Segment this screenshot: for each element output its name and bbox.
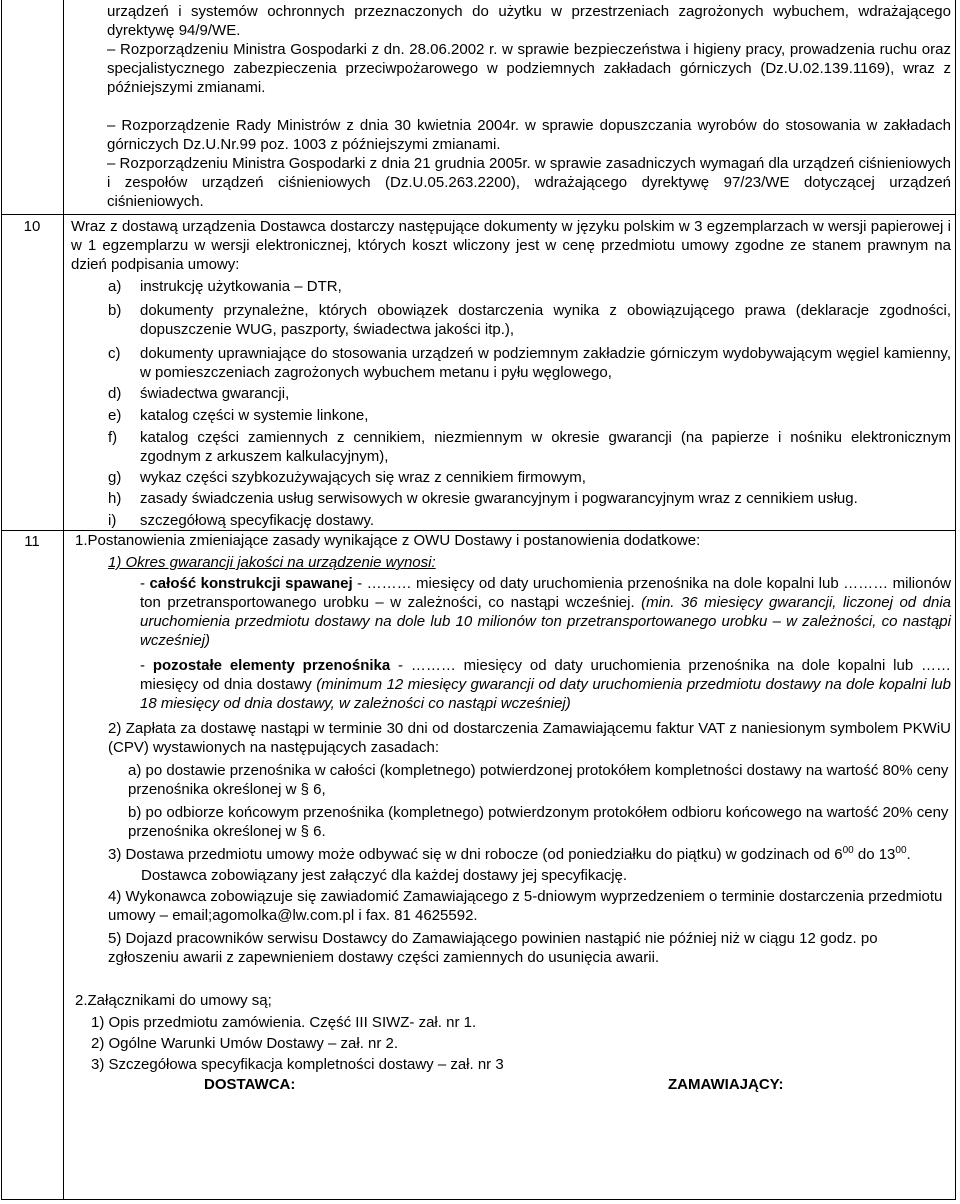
item-letter-h: h)	[108, 490, 122, 507]
item-text-d: świadectwa gwarancji,	[140, 385, 290, 402]
item-letter-b: b)	[108, 302, 122, 319]
item-letter-d: d)	[108, 385, 122, 402]
table-column-divider	[63, 0, 64, 1200]
item-letter-e: e)	[108, 407, 122, 424]
welded-structure-label: całość konstrukcji spawanej	[149, 575, 353, 592]
time-start-sup: 00	[842, 845, 854, 856]
item-letter-a: a)	[108, 278, 122, 295]
item-text-a: instrukcję użytkowania – DTR,	[140, 278, 342, 295]
row9-text-1: urządzeń i systemów ochronnych przeznaczonych do użytku w przestrzeniach zagrożonych wybuchem, wdrażającego dyrektywę 94/9/WE.	[107, 3, 951, 39]
item-text-e: katalog części w systemie linkone,	[140, 407, 369, 424]
row-number-11: 11	[24, 533, 40, 550]
time-end-sup: 00	[895, 845, 907, 856]
dash: -	[140, 657, 153, 674]
delivery-hours-text: 3) Dostawa przedmiotu umowy może odbywać się w dni robocze (od poniedziałku do piątku) w godzinach od 6	[108, 846, 843, 863]
row-number-10: 10	[23, 218, 41, 235]
item-text-i: szczegółową specyfikację dostawy.	[140, 512, 374, 529]
welded-structure-note: (min. 36 miesięcy gwarancji, liczonej od dnia uruchomienia przedmiotu dostawy na dole lub 10 milionów ton przetransportowanego urobku – w zależności, co nastąpi wcześniej)	[140, 594, 951, 649]
item-text-b: dokumenty przynależne, których obowiązek dostarczenia wynika z obowiązującego prawa (deklaracje zgodności, dopuszczenie WUG, paszporty, świadectwa jakości itp.),	[140, 302, 951, 338]
payment-term-a: a) po dostawie przenośnika w całości (kompletnego) potwierdzonej protokółem kompletności dostawy na wartość 80% ceny przenośnika określonej w § 6,	[128, 762, 949, 798]
item-text-f: katalog części zamiennych z cennikiem, niezmiennym w okresie gwarancji (na papierze i nośniku elektronicznym zgodnym z arkuszem kalkulacyjnym),	[140, 429, 951, 465]
warranty-welded-structure	[140, 574, 951, 650]
table-bottom-border	[1, 1199, 956, 1200]
item-text-c: dokumenty uprawniające do stosowania urządzeń w podziemnym zakładzie górniczym wydobywającym węgiel kamienny, w pomieszczeniach zagrożonych wybuchem metanu i pyłu węglowego,	[140, 345, 951, 381]
attachment-1: 1) Opis przedmiotu zamówienia. Część III SIWZ- zał. nr 1.	[91, 1014, 477, 1031]
delivery-notice: 4) Wykonawca zobowiązuje się zawiadomić Zamawiającego z 5-dniowym wyprzedzeniem o terminie dostarczenia przedmiotu umowy – email;agomolka@lw.com.pl i fax. 81 4625592.	[108, 888, 943, 924]
item-letter-i: i)	[108, 512, 117, 529]
service-arrival: 5) Dojazd pracowników serwisu Dostawcy do Zamawiającego powinien nastąpić nie później niż w ciągu 12 godz. po zgłoszeniu awarii z zapewnieniem dostawy części zamiennych do usunięcia awarii.	[108, 930, 878, 966]
other-elements-label: pozostałe elementy przenośnika	[152, 657, 391, 674]
delivery-hours	[108, 845, 958, 864]
payment-term-b: b) po odbiorze końcowym przenośnika (kompletnego) potwierdzonym protokółem odbioru końcowego na wartość 20% ceny przenośnika określonej w § 6.	[128, 804, 949, 840]
signature-buyer: ZAMAWIAJĄCY:	[668, 1076, 784, 1093]
warranty-other-elements	[140, 656, 951, 713]
delivery-hours-end: .	[906, 846, 911, 863]
payment-terms: 2) Zapłata za dostawę nastąpi w terminie 30 dni od dostarczenia Zamawiającemu faktur VAT z naniesionym symbolem PKWiU (CPV) wystawionych na następujących zasadach:	[108, 720, 951, 756]
table-right-border	[955, 0, 956, 1200]
signature-supplier: DOSTAWCA:	[204, 1076, 296, 1093]
row9-text-2: – Rozporządzeniu Ministra Gospodarki z dn. 28.06.2002 r. w sprawie bezpieczeństwa i higieny pracy, prowadzenia ruchu oraz specjalistycznego zabezpieczenia przeciwpożarowego w podziemnych zakładach górniczych (Dz.U.02.139.1169), wraz z późniejszymi zmianami.	[107, 41, 951, 96]
row-divider-10	[1, 214, 956, 215]
item-letter-g: g)	[108, 469, 122, 486]
attachment-2: 2) Ogólne Warunki Umów Dostawy – zał. nr 2.	[91, 1035, 399, 1052]
dash: -	[140, 575, 150, 592]
other-elements-text: - ……… miesięcy od daty uruchomienia przenośnika na dole kopalni lub ……miesięcy od dnia dostawy	[140, 657, 951, 693]
document-table	[1, 0, 956, 1200]
other-elements-note: (minimum 12 miesięcy gwarancji od daty uruchomienia przedmiotu dostawy na dole kopalni lub 18 miesięcy od dnia dostawy, w zależności co nastąpi wcześniej)	[140, 676, 951, 712]
delivery-hours-mid: do 13	[853, 846, 896, 863]
attachment-3: 3) Szczegółowa specyfikacja kompletności dostawy – zał. nr 3	[91, 1056, 504, 1073]
table-left-border	[1, 0, 2, 1200]
item-text-g: wykaz części szybkozużywających się wraz z cennikiem firmowym,	[140, 469, 586, 486]
row9-text-3: – Rozporządzenie Rady Ministrów z dnia 30 kwietnia 2004r. w sprawie dopuszczania wyrobów do stosowania w zakładach górniczych Dz.U.Nr.99 poz. 1003 z późniejszymi zmianami.	[107, 117, 951, 153]
attachments-heading: 2.Załącznikami do umowy są;	[75, 992, 272, 1009]
item-text-h: zasady świadczenia usług serwisowych w okresie gwarancyjnym i pogwarancyjnym wraz z cennikiem usług.	[140, 490, 858, 507]
row10-intro: Wraz z dostawą urządzenia Dostawca dostarczy następujące dokumenty w języku polskim w 3 egzemplarzach w wersji papierowej i w 1 egzemplarzu w wersji elektronicznej, których koszt wliczony jest w cenę przedmiotu umowy zgodne ze stanem prawnym na dzień podpisania umowy:	[71, 218, 951, 273]
row11-heading: 1.Postanowienia zmieniające zasady wynikające z OWU Dostawy i postanowienia dodatkowe:	[75, 532, 701, 549]
warranty-heading: 1) Okres gwarancji jakości na urządzenie wynosi:	[108, 554, 436, 571]
row9-text-4: – Rozporządzeniu Ministra Gospodarki z dnia 21 grudnia 2005r. w sprawie zasadniczych wymagań dla urządzeń ciśnieniowych i zespołów urządzeń ciśnieniowych (Dz.U.05.263.2200), wdrażającego dyrektywę 97/23/WE dotyczącej urządzeń ciśnieniowych.	[107, 155, 951, 210]
welded-structure-text: - ……… miesięcy od daty uruchomienia przenośnika na dole kopalni lub ……… milionów ton przetransportowanego urobku – w zależności, co nastąpi wcześniej.	[140, 575, 951, 611]
item-letter-c: c)	[108, 345, 121, 362]
delivery-specification: Dostawca zobowiązany jest załączyć dla każdej dostawy jej specyfikację.	[141, 867, 628, 884]
item-letter-f: f)	[108, 429, 118, 446]
